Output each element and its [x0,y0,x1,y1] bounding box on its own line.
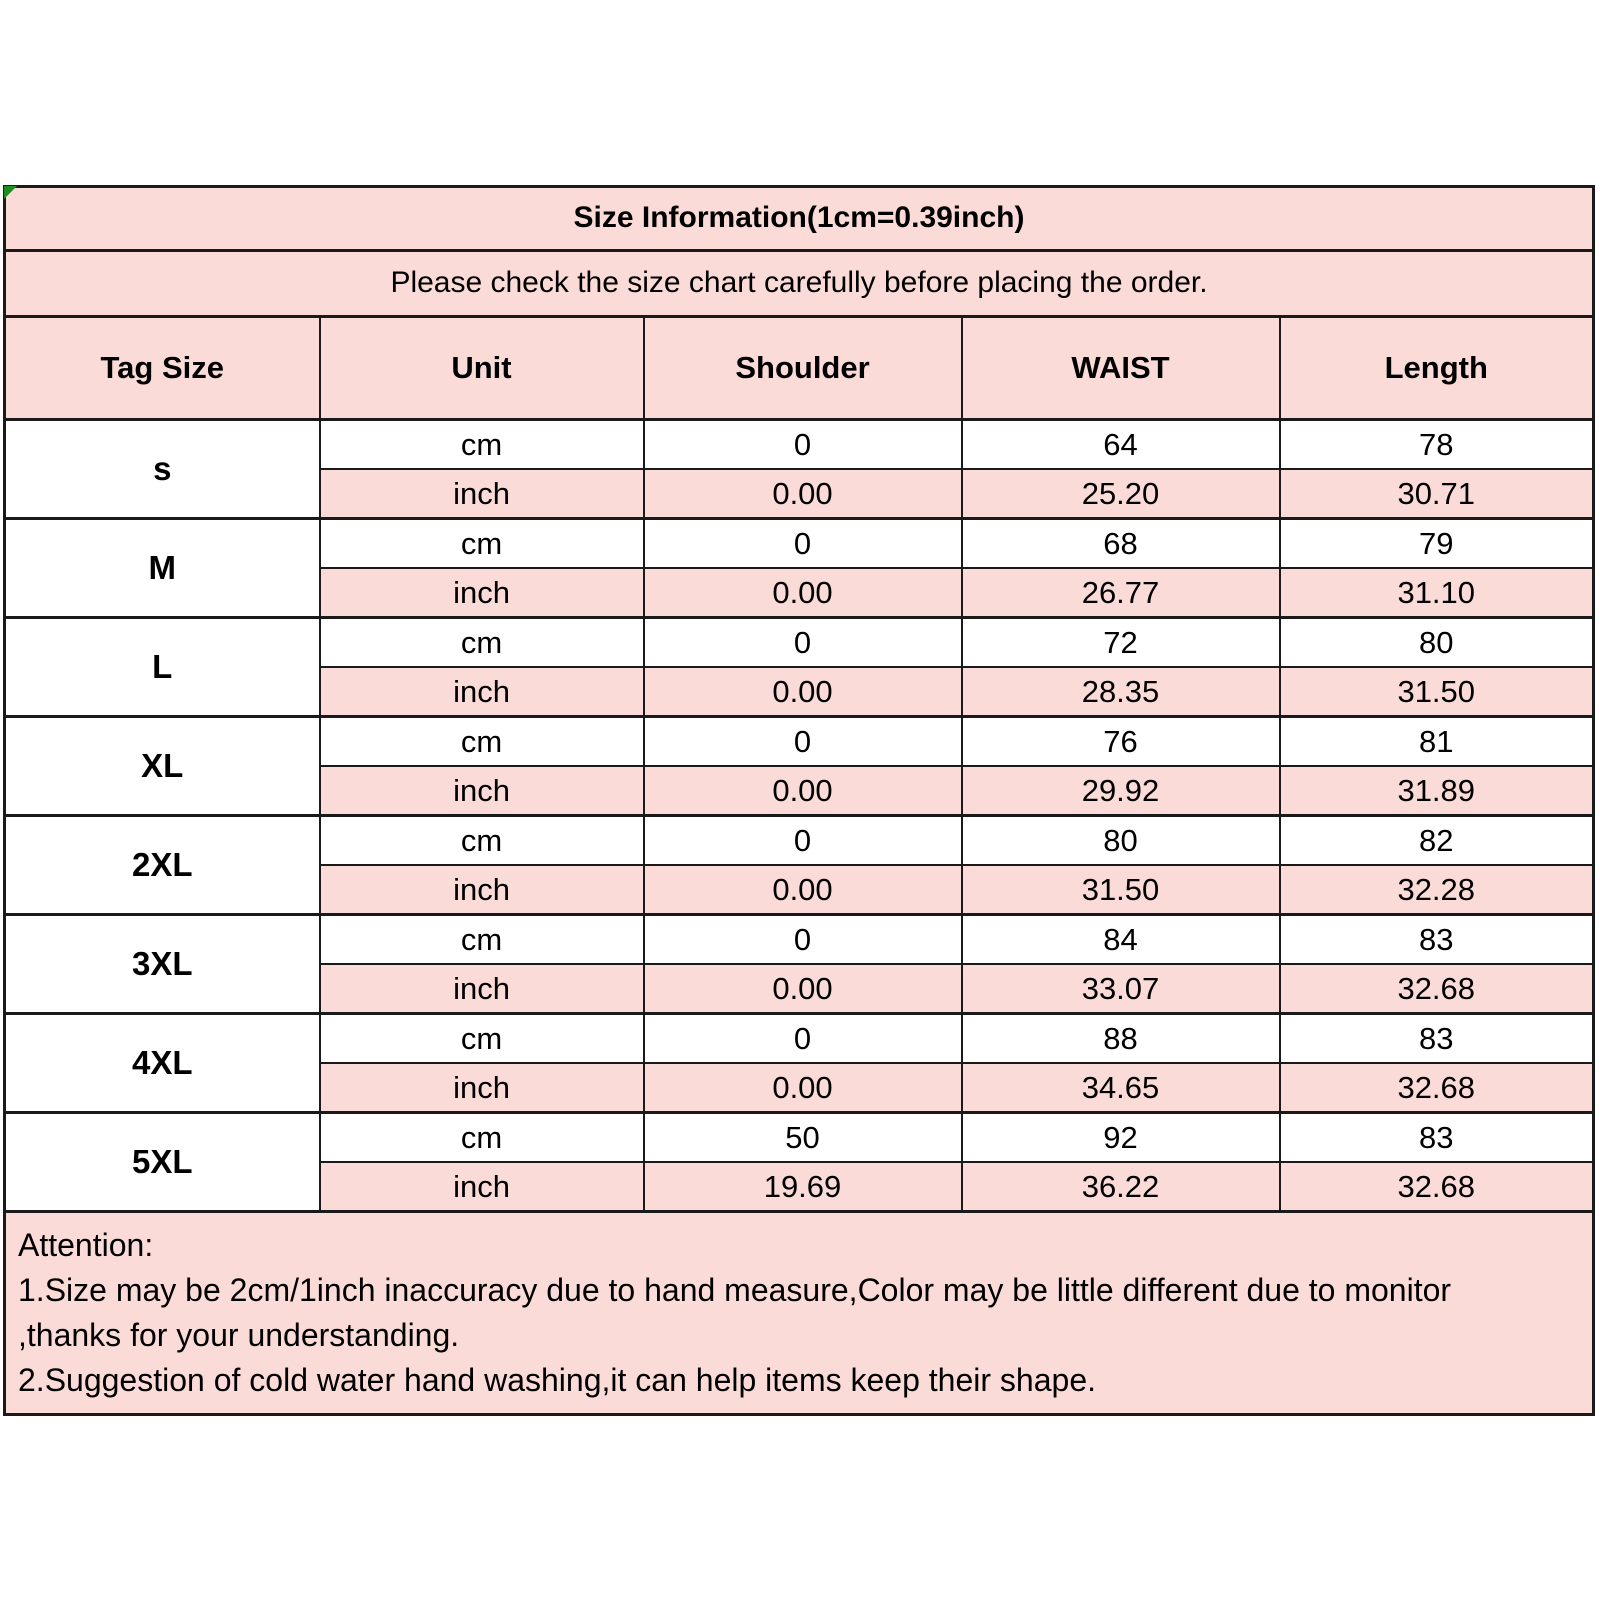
unit-label-inch: inch [320,469,644,519]
measurement-cell: 32.68 [1280,964,1594,1014]
unit-label-cm: cm [320,717,644,767]
measurement-cell: 28.35 [962,667,1280,717]
measurement-cell: 72 [962,618,1280,668]
measurement-cell: 30.71 [1280,469,1594,519]
unit-label-cm: cm [320,420,644,470]
tag-size-cell: M [5,519,320,618]
measurement-cell: 36.22 [962,1162,1280,1212]
tag-size-cell: s [5,420,320,519]
tag-size-cell: 5XL [5,1113,320,1212]
measurement-cell: 50 [644,1113,962,1163]
measurement-cell: 83 [1280,1014,1594,1064]
measurement-cell: 29.92 [962,766,1280,816]
unit-label-inch: inch [320,865,644,915]
measurement-cell: 68 [962,519,1280,569]
size-row-s-cm [5,420,1594,470]
measurement-cell: 0 [644,519,962,569]
measurement-cell: 0 [644,816,962,866]
attention-heading: Attention: [18,1227,154,1263]
unit-label-inch: inch [320,964,644,1014]
measurement-cell: 0 [644,618,962,668]
measurement-cell: 32.68 [1280,1162,1594,1212]
unit-label-inch: inch [320,568,644,618]
corner-marker-icon [4,186,17,199]
measurement-cell: 32.68 [1280,1063,1594,1113]
size-information-table [3,185,1595,1416]
unit-label-cm: cm [320,816,644,866]
measurement-cell: 0.00 [644,766,962,816]
measurement-cell: 64 [962,420,1280,470]
size-row-3xl-cm [5,915,1594,965]
column-header-tag-size: Tag Size [5,317,320,420]
size-row-xl-cm [5,717,1594,767]
measurement-cell: 80 [1280,618,1594,668]
unit-label-cm: cm [320,915,644,965]
attention-line: 1.Size may be 2cm/1inch inaccuracy due to hand measure,Color may be little different due to monitor [18,1272,1452,1308]
measurement-cell: 0.00 [644,469,962,519]
attention-line: 2.Suggestion of cold water hand washing,it can help items keep their shape. [18,1362,1096,1398]
measurement-cell: 0 [644,915,962,965]
measurement-cell: 0 [644,420,962,470]
measurement-cell: 78 [1280,420,1594,470]
measurement-cell: 33.07 [962,964,1280,1014]
measurement-cell: 26.77 [962,568,1280,618]
subtitle-row [5,251,1594,317]
attention-line: ,thanks for your understanding. [18,1317,460,1353]
measurement-cell: 34.65 [962,1063,1280,1113]
tag-size-cell: XL [5,717,320,816]
measurement-cell: 0.00 [644,1063,962,1113]
measurement-cell: 31.10 [1280,568,1594,618]
attention-row [5,1212,1594,1415]
measurement-cell: 80 [962,816,1280,866]
table-title: Size Information(1cm=0.39inch) [5,187,1594,251]
header-row [5,317,1594,420]
size-row-4xl-cm [5,1014,1594,1064]
measurement-cell: 88 [962,1014,1280,1064]
column-header-shoulder: Shoulder [644,317,962,420]
measurement-cell: 19.69 [644,1162,962,1212]
measurement-cell: 31.50 [1280,667,1594,717]
measurement-cell: 31.89 [1280,766,1594,816]
measurement-cell: 0 [644,1014,962,1064]
size-row-l-cm [5,618,1594,668]
size-row-2xl-cm [5,816,1594,866]
title-row [5,187,1594,251]
measurement-cell: 83 [1280,915,1594,965]
tag-size-cell: 2XL [5,816,320,915]
attention-note [5,1212,1594,1415]
measurement-cell: 84 [962,915,1280,965]
unit-label-cm: cm [320,618,644,668]
unit-label-cm: cm [320,519,644,569]
measurement-cell: 76 [962,717,1280,767]
column-header-waist: WAIST [962,317,1280,420]
measurement-cell: 81 [1280,717,1594,767]
measurement-cell: 79 [1280,519,1594,569]
measurement-cell: 32.28 [1280,865,1594,915]
tag-size-cell: 4XL [5,1014,320,1113]
unit-label-inch: inch [320,1162,644,1212]
unit-label-inch: inch [320,667,644,717]
measurement-cell: 82 [1280,816,1594,866]
measurement-cell: 25.20 [962,469,1280,519]
measurement-cell: 0 [644,717,962,767]
unit-label-cm: cm [320,1014,644,1064]
unit-label-inch: inch [320,1063,644,1113]
measurement-cell: 0.00 [644,964,962,1014]
column-header-length: Length [1280,317,1594,420]
measurement-cell: 92 [962,1113,1280,1163]
measurement-cell: 0.00 [644,865,962,915]
measurement-cell: 83 [1280,1113,1594,1163]
measurement-cell: 31.50 [962,865,1280,915]
measurement-cell: 0.00 [644,667,962,717]
measurement-cell: 0.00 [644,568,962,618]
tag-size-cell: L [5,618,320,717]
table-subtitle: Please check the size chart carefully before placing the order. [5,251,1594,317]
unit-label-cm: cm [320,1113,644,1163]
tag-size-cell: 3XL [5,915,320,1014]
unit-label-inch: inch [320,766,644,816]
size-row-m-cm [5,519,1594,569]
size-row-5xl-cm [5,1113,1594,1163]
column-header-unit: Unit [320,317,644,420]
